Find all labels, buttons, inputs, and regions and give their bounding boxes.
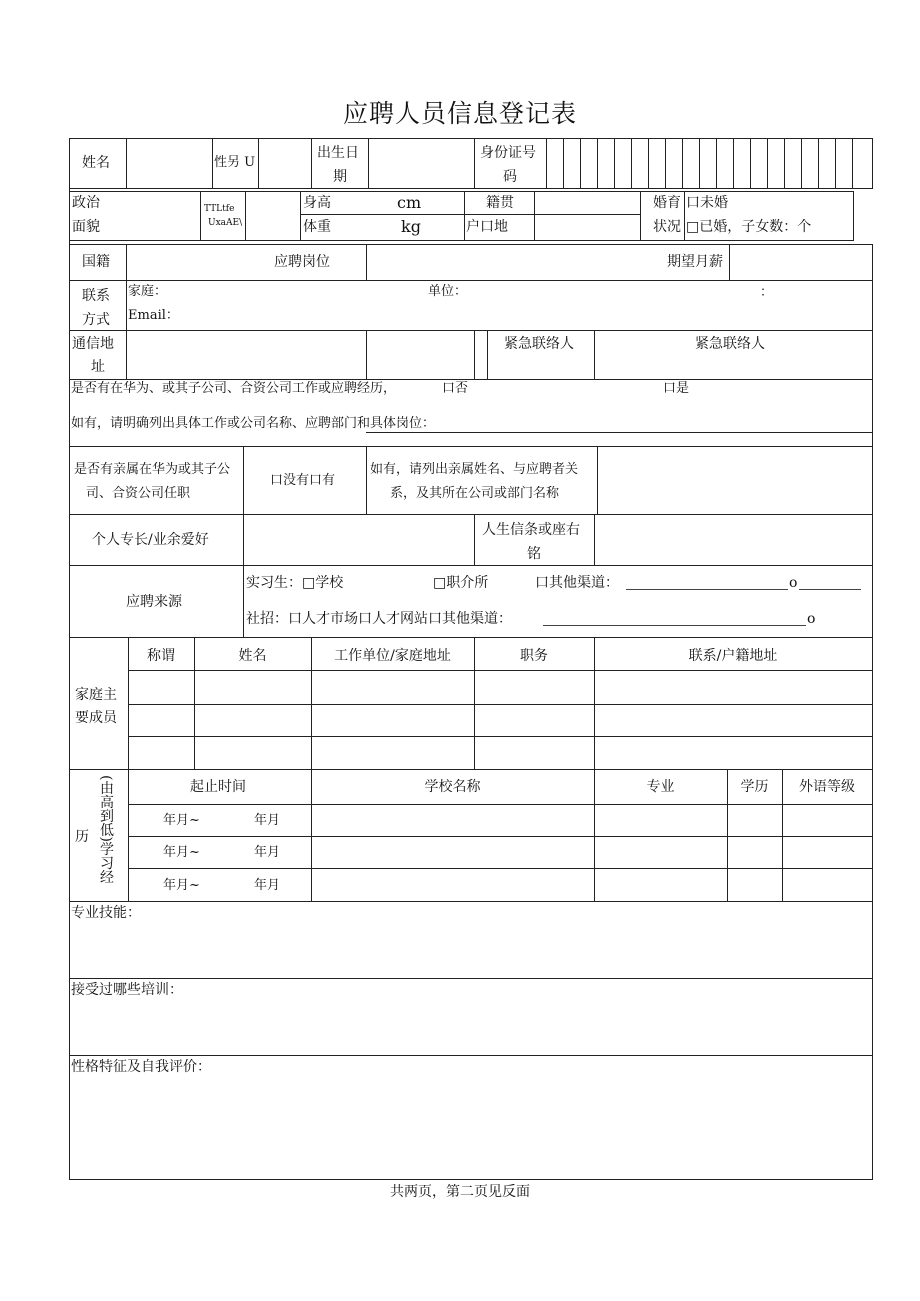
- relatives-bottom: [70, 514, 872, 515]
- married-checkbox[interactable]: □已婚，子女数：个: [686, 219, 812, 235]
- contact-v1: [126, 280, 127, 380]
- education-label-vertical: (由高到低)学习经: [98, 775, 114, 884]
- row2-mid: [300, 214, 640, 215]
- edu-row3-to: 年月: [254, 878, 281, 893]
- rel-v2: [366, 446, 367, 515]
- id-cell-16: [818, 138, 819, 189]
- border-bottom: [70, 1179, 872, 1180]
- social-other-underline[interactable]: [543, 625, 806, 626]
- skills-label: 专业技能：: [71, 905, 141, 921]
- id-label-line1: 身份证号: [480, 145, 536, 161]
- contact-label-line2: 方式: [82, 312, 110, 328]
- family-bottom: [70, 769, 872, 770]
- r1-v3: [258, 138, 259, 189]
- source-bottom: [70, 637, 872, 638]
- weight-label: 体重: [303, 219, 331, 235]
- border-top: [70, 138, 873, 139]
- home-phone-label: 家庭：: [128, 284, 168, 299]
- edu-header-period: 起止时间: [190, 779, 246, 795]
- family-row2-bottom: [128, 736, 872, 737]
- training-label: 接受过哪些培训：: [71, 982, 183, 998]
- page-footer: 共两页，第二页见反面: [390, 1184, 530, 1200]
- emergency-contact-label-2: 紧急联络人: [695, 336, 765, 352]
- garbled-text-line1: TTLtfe: [204, 204, 235, 214]
- addr-v5: [594, 330, 595, 380]
- form-title: 应聘人员信息登记表: [342, 99, 577, 128]
- height-unit: cm: [397, 193, 422, 212]
- r2-v5: [534, 191, 535, 241]
- huawei-no-checkbox[interactable]: 口否: [442, 381, 469, 396]
- family-header-contact: 联系/户籍地址: [688, 648, 778, 664]
- birth-label-line1: 出生日: [317, 145, 359, 161]
- row3-top: [70, 244, 872, 245]
- huawei-underline: [366, 432, 872, 433]
- id-cell-9: [699, 138, 700, 189]
- id-cell-5: [631, 138, 632, 189]
- name-label: 姓名: [82, 155, 110, 171]
- source-v1: [243, 565, 244, 638]
- r2-v1: [200, 191, 201, 241]
- family-header-title: 称谓: [147, 648, 175, 664]
- relatives-options[interactable]: 口没有口有: [270, 473, 336, 488]
- edu-row1-bottom: [128, 836, 872, 837]
- intern-end-mark: o: [789, 575, 798, 591]
- addr-v3: [474, 330, 475, 380]
- edu-header-language: 外语等级: [799, 779, 855, 795]
- edu-row1-from: 年月~: [163, 813, 200, 828]
- intern-trailing-underline: [799, 589, 861, 590]
- birth-label-line2: 期: [333, 169, 347, 185]
- gender-label: 性另 U: [214, 155, 256, 170]
- row2-right: [853, 191, 854, 241]
- hobby-v3: [594, 514, 595, 566]
- hobby-v2: [474, 514, 475, 566]
- id-label-line2: 码: [503, 169, 517, 185]
- family-label-line2: 要成员: [75, 710, 117, 726]
- marital-label-line1: 婚育: [653, 195, 681, 211]
- social-channels[interactable]: 社招：口人才市场口人才网站口其他渠道：: [246, 611, 512, 627]
- contact-label-line1: 联系: [82, 288, 110, 304]
- r3-v2: [366, 244, 367, 281]
- border-right: [872, 138, 873, 189]
- emergency-contact-label-1: 紧急联络人: [504, 336, 574, 352]
- family-header-bottom: [128, 670, 872, 671]
- r1-v1: [126, 138, 127, 189]
- r3-v1: [126, 244, 127, 281]
- rel-v1: [243, 446, 244, 515]
- edu-row1-to: 年月: [254, 813, 281, 828]
- id-cell-11: [733, 138, 734, 189]
- relatives-question-line2: 司、合资公司任职: [86, 486, 191, 501]
- family-header-job: 职务: [520, 648, 548, 664]
- salary-label: 期望月薪: [667, 254, 723, 270]
- r1-v6: [474, 138, 475, 189]
- edu-header-major: 专业: [646, 779, 675, 795]
- row2-bottom: [70, 240, 853, 241]
- r2-v4: [464, 191, 465, 241]
- address-label-line2: 址: [91, 359, 105, 375]
- nationality-label: 国籍: [82, 254, 110, 270]
- id-cell-15: [801, 138, 802, 189]
- edu-v0: [128, 769, 129, 902]
- row2-top: [70, 191, 853, 192]
- unmarried-checkbox[interactable]: 口未婚: [686, 195, 728, 211]
- r2-v2: [245, 191, 246, 241]
- huawei-question: 是否有在华为、或其子公司、合资公司工作或应聘经历，: [71, 381, 397, 396]
- id-cell-7: [665, 138, 666, 189]
- addr-v4: [487, 330, 488, 380]
- id-cell-8: [682, 138, 683, 189]
- garbled-text-line2: UxaAE\: [208, 218, 243, 228]
- border-right-lower: [872, 244, 873, 1180]
- work-phone-label: 单位：: [428, 284, 468, 299]
- row1-bottom: [70, 188, 873, 189]
- motto-label-line1: 人生信条或座右: [482, 522, 580, 538]
- edu-header-bottom: [128, 804, 872, 805]
- height-label: 身高: [303, 195, 331, 211]
- r2-v7: [684, 191, 685, 241]
- relatives-detail-line1: 如有，请列出亲属姓名、与应聘者关: [370, 462, 579, 477]
- id-cell-17: [835, 138, 836, 189]
- id-cell-14: [784, 138, 785, 189]
- relatives-detail-line2: 系，及其所在公司或部门名称: [390, 486, 560, 501]
- edu-header-school: 学校名称: [424, 779, 481, 795]
- r1-v5: [368, 138, 369, 189]
- source-label: 应聘来源: [126, 594, 182, 610]
- mobile-colon: ：: [760, 285, 774, 300]
- native-place-label: 籍贯: [486, 195, 514, 211]
- contact-bottom: [70, 330, 872, 331]
- r1-v4: [311, 138, 312, 189]
- id-cell-2: [580, 138, 581, 189]
- huawei-detail-prompt: 如有，请明确列出具体工作或公司名称、应聘部门和具体岗位：: [71, 416, 436, 431]
- intern-other-checkbox[interactable]: 口其他渠道：: [535, 575, 619, 591]
- huawei-yes-checkbox[interactable]: 口是: [663, 381, 690, 396]
- addr-v2: [366, 330, 367, 380]
- border-left: [69, 138, 70, 1180]
- position-label: 应聘岗位: [274, 254, 330, 270]
- intern-agency-checkbox[interactable]: □职介所: [433, 575, 489, 591]
- row3-bottom: [70, 280, 872, 281]
- personality-label: 性格特征及自我评价：: [71, 1059, 211, 1075]
- r1-v2: [212, 138, 213, 189]
- edu-header-degree: 学历: [740, 779, 769, 795]
- social-end-mark: o: [807, 611, 816, 627]
- huawei-bottom: [70, 446, 872, 447]
- intern-other-underline[interactable]: [626, 589, 788, 590]
- email-label: Email：: [128, 308, 179, 323]
- weight-unit: kg: [401, 217, 421, 236]
- id-cell-10: [716, 138, 717, 189]
- edu-row2-to: 年月: [254, 845, 281, 860]
- hukou-label: 户口地: [466, 219, 508, 235]
- motto-label-line2: 铭: [527, 546, 541, 562]
- family-header-name: 姓名: [238, 648, 267, 664]
- hobby-v1: [243, 514, 244, 566]
- intern-school-checkbox[interactable]: 实习生：□学校: [246, 575, 344, 591]
- family-header-workplace: 工作单位/家庭地址: [334, 648, 451, 664]
- id-cell-4: [614, 138, 615, 189]
- edu-bottom: [70, 901, 872, 902]
- political-label-line2: 面貌: [72, 219, 100, 235]
- relatives-question-line1: 是否有亲属在华为或其子公: [74, 462, 231, 477]
- address-label-line1: 通信地: [72, 336, 114, 352]
- id-cell-3: [597, 138, 598, 189]
- id-cell-1: [563, 138, 564, 189]
- marital-label-line2: 状况: [653, 219, 681, 235]
- edu-row3-from: 年月~: [163, 878, 200, 893]
- family-label-line1: 家庭主: [75, 687, 117, 703]
- hobby-label: 个人专长/业余爱好: [92, 532, 209, 548]
- r3-v3: [729, 244, 730, 281]
- family-row1-bottom: [128, 704, 872, 705]
- political-label-line1: 政治: [72, 195, 100, 211]
- skills-bottom: [70, 978, 872, 979]
- r1-v7: [546, 138, 547, 189]
- rel-v3: [597, 446, 598, 515]
- edu-row2-bottom: [128, 868, 872, 869]
- hobby-bottom: [70, 565, 872, 566]
- education-label-side: 历: [75, 829, 89, 845]
- id-cell-13: [767, 138, 768, 189]
- id-cell-18: [852, 138, 853, 189]
- r2-v3: [300, 191, 301, 241]
- id-cell-12: [750, 138, 751, 189]
- edu-row2-from: 年月~: [163, 845, 200, 860]
- r2-v6: [640, 191, 641, 241]
- id-cell-6: [648, 138, 649, 189]
